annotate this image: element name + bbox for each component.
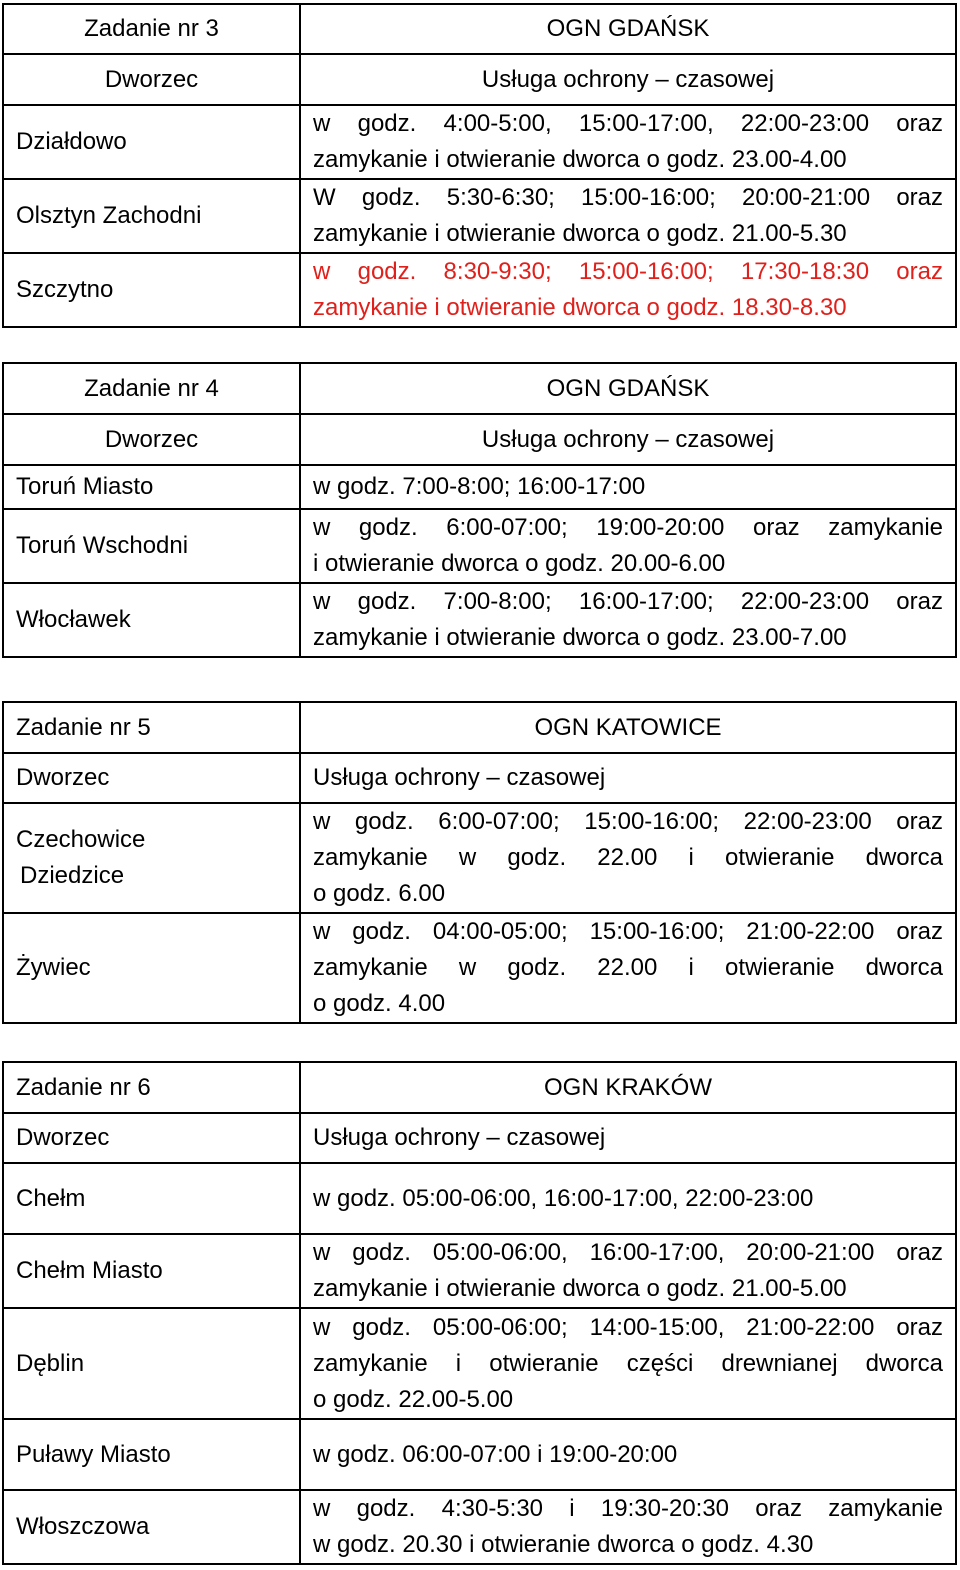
service-hours: w godz. 4:30-5:30 i 19:30-20:30 oraz zamykanie w godz. 20.30 i otwieranie dworca o godz. 4.30 bbox=[300, 1490, 956, 1564]
service-hours: w godz. 6:00-07:00; 15:00-16:00; 22:00-23:00 oraz zamykanie w godz. 22.00 i otwieranie dworca o godz. 6.00 bbox=[300, 803, 956, 913]
table-zadanie-4 bbox=[2, 362, 957, 658]
station-name: Puławy Miasto bbox=[3, 1419, 300, 1490]
station-name: Szczytno bbox=[3, 253, 300, 327]
service-header: Usługa ochrony – czasowej bbox=[300, 1113, 956, 1163]
table-row bbox=[3, 1419, 956, 1490]
table-row bbox=[3, 1234, 956, 1308]
table-row bbox=[3, 803, 956, 913]
service-hours-highlighted: w godz. 8:30-9:30; 15:00-16:00; 17:30-18:30 oraz zamykanie i otwieranie dworca o godz. 18.30-8.30 bbox=[300, 253, 956, 327]
service-hours: W godz. 5:30-6:30; 15:00-16:00; 20:00-21:00 oraz zamykanie i otwieranie dworca o godz. 21.00-5.30 bbox=[300, 179, 956, 253]
station-name: Włoszczowa bbox=[3, 1490, 300, 1564]
service-hours: w godz. 4:00-5:00, 15:00-17:00, 22:00-23:00 oraz zamykanie i otwieranie dworca o godz. 23.00-4.00 bbox=[300, 105, 956, 179]
table-zadanie-3 bbox=[2, 3, 957, 328]
ogn-title: OGN GDAŃSK bbox=[300, 363, 956, 414]
table-row bbox=[3, 1490, 956, 1564]
service-hours: w godz. 06:00-07:00 i 19:00-20:00 bbox=[300, 1419, 956, 1490]
station-name: Dęblin bbox=[3, 1308, 300, 1419]
service-hours: w godz. 6:00-07:00; 19:00-20:00 oraz zamykanie i otwieranie dworca o godz. 20.00-6.00 bbox=[300, 509, 956, 583]
table-row bbox=[3, 1308, 956, 1419]
task-title: Zadanie nr 3 bbox=[3, 4, 300, 54]
station-name: Toruń Miasto bbox=[3, 465, 300, 509]
table-row bbox=[3, 465, 956, 509]
table-row bbox=[3, 179, 956, 253]
service-hours: w godz. 04:00-05:00; 15:00-16:00; 21:00-22:00 oraz zamykanie w godz. 22.00 i otwieranie dworca o godz. 4.00 bbox=[300, 913, 956, 1023]
service-hours: w godz. 05:00-06:00; 14:00-15:00, 21:00-22:00 oraz zamykanie i otwieranie części drewnianej dworca o godz. 22.00-5.00 bbox=[300, 1308, 956, 1419]
table-row bbox=[3, 583, 956, 657]
service-header: Usługa ochrony – czasowej bbox=[300, 753, 956, 803]
service-hours: w godz. 7:00-8:00; 16:00-17:00 bbox=[300, 465, 956, 509]
station-name: Chełm Miasto bbox=[3, 1234, 300, 1308]
table-row bbox=[3, 913, 956, 1023]
station-name: Czechowice Dziedzice bbox=[3, 803, 300, 913]
station-header: Dworzec bbox=[3, 753, 300, 803]
table-row bbox=[3, 1163, 956, 1234]
table-row bbox=[3, 253, 956, 327]
table-row bbox=[3, 105, 956, 179]
ogn-title: OGN KRAKÓW bbox=[300, 1062, 956, 1113]
station-header: Dworzec bbox=[3, 414, 300, 465]
ogn-title: OGN KATOWICE bbox=[300, 702, 956, 753]
service-hours: w godz. 05:00-06:00, 16:00-17:00, 22:00-23:00 bbox=[300, 1163, 956, 1234]
service-header: Usługa ochrony – czasowej bbox=[300, 54, 956, 105]
ogn-title: OGN GDAŃSK bbox=[300, 4, 956, 54]
station-header: Dworzec bbox=[3, 1113, 300, 1163]
task-title: Zadanie nr 4 bbox=[3, 363, 300, 414]
station-name: Włocławek bbox=[3, 583, 300, 657]
station-name: Toruń Wschodni bbox=[3, 509, 300, 583]
station-name: Działdowo bbox=[3, 105, 300, 179]
station-name: Żywiec bbox=[3, 913, 300, 1023]
table-zadanie-5 bbox=[2, 701, 957, 1024]
station-header: Dworzec bbox=[3, 54, 300, 105]
station-name: Olsztyn Zachodni bbox=[3, 179, 300, 253]
service-header: Usługa ochrony – czasowej bbox=[300, 414, 956, 465]
service-hours: w godz. 7:00-8:00; 16:00-17:00; 22:00-23:00 oraz zamykanie i otwieranie dworca o godz. 23.00-7.00 bbox=[300, 583, 956, 657]
task-title: Zadanie nr 6 bbox=[3, 1062, 300, 1113]
service-hours: w godz. 05:00-06:00, 16:00-17:00, 20:00-21:00 oraz zamykanie i otwieranie dworca o godz. 21.00-5.00 bbox=[300, 1234, 956, 1308]
table-row bbox=[3, 509, 956, 583]
task-title: Zadanie nr 5 bbox=[3, 702, 300, 753]
table-zadanie-6 bbox=[2, 1061, 957, 1565]
station-name: Chełm bbox=[3, 1163, 300, 1234]
